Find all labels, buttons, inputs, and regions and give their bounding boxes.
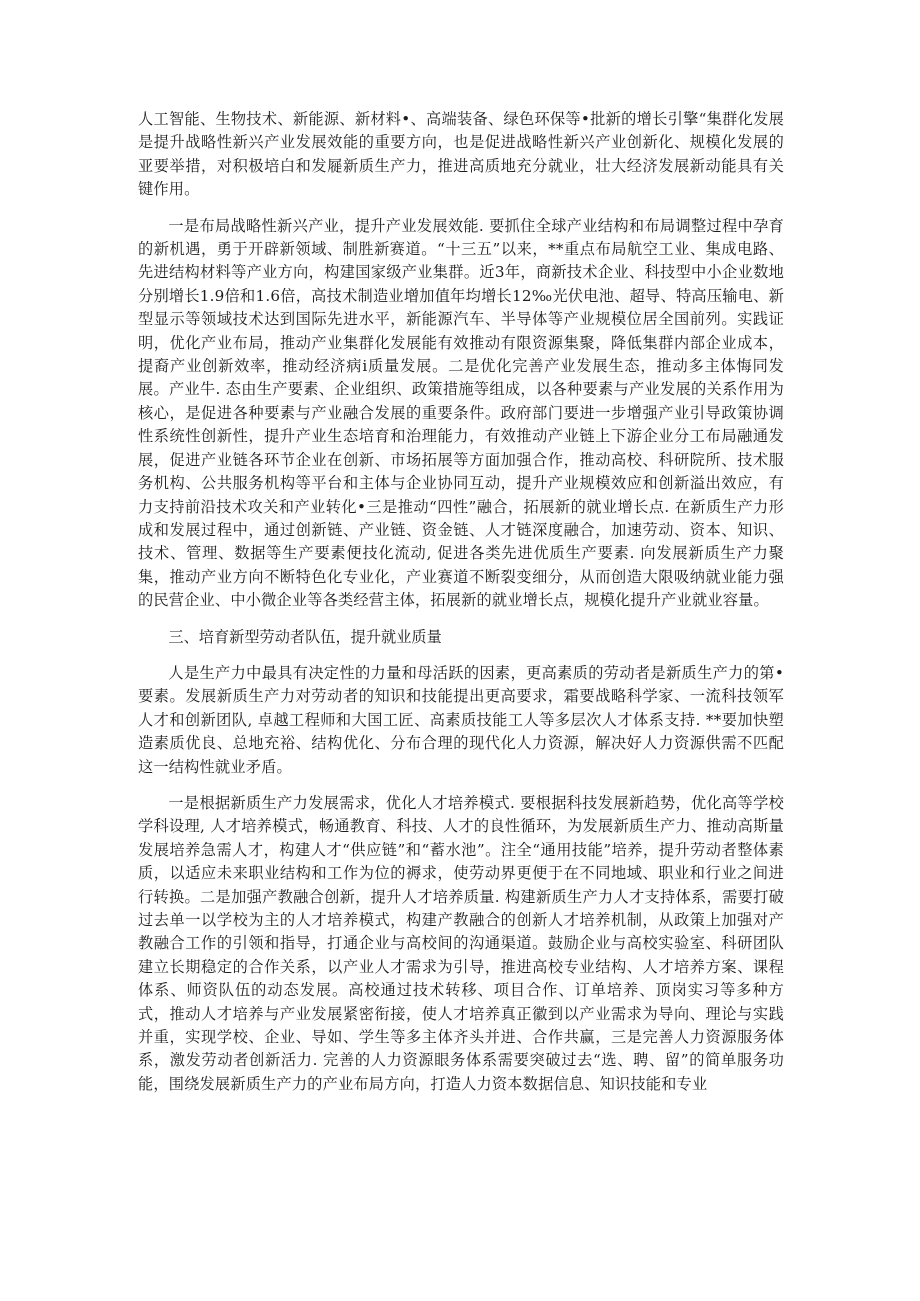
document-body [138,108,784,1109]
paragraph-workforce-intro: 人是生产力中最具有决定性的力量和母活跃的因素，更高素质的劳动者是新质生产力的第•要素。发展新质生产力对劳动者的知识和技能提出更高要求，霜要战略科学家、一流科技领军人才和创新团队, 卓越工程师和大国工匠、高素质技能工人等多层次人才体系支持. **要加快塑造素质优良、总地充裕、结构优化、分布合理的现代化人力资源，解决好人力资源供需不匹配这一结构性就业矛盾。 [138,663,784,776]
paragraph-talent-training: 一是根据新质生产力发展需求，优化人才培养模式. 要根据科技发展新趋势，优化高等学校学科设理, 人才培养模式，畅通教育、科技、人才的良性循环，为发展新质生产力、推动高斯量发展培养急需人才，构建人才“供应链”和“蓄水池”。注全“通用技能”培养，提升劳动者整体素质，以适应未来职业结构和工作为位的褥求，使劳动界更便于在不同地域、职业和行业之间进行转换。二是加强产教融合创新，提升人才培养质量. 构建新质生产力人才支持体系，需要打破过去单一以学校为主的人才培养模式，构建产教融合的创新人才培养机制，从政策上加强对产教融合工作的引领和指导，打通企业与高校间的沟通渠道。鼓励企业与高校实验室、科研团队建立长期稳定的合作关系，以产业人才需求为引导，推进高校专业结构、人才培养方案、课程体系、师资队伍的动态发展。高校通过技术转移、项目合作、订单培养、顶岗实习等多种方式，推动人才培养与产业发展紧密衔接，使人才培养真正徽到以产业需求为导向、理论与实践并重，实现学校、企业、导如、学生等多主体齐头并进、合作共赢，三是完善人力资源服务体系，激发劳动者创新活力. 完善的人力资源眼务体系需要突破过去“选、聘、留”的简单服务功能，围绕发展新质生产力的产业布局方向，打造人力资本数据信息、知识技能和专业 [138,793,784,1093]
section-heading-workforce: 三、培育新型劳动者队伍，提升就业质量 [168,627,442,646]
paragraph-industry-layout: 一是布局战略性新兴产业，提升产业发展效能. 要抓住全球产业结构和布局调整过程中孕育的新机遇，勇于开辟新领域、制胜新赛道。“十三五”以来，**重点布局航空工业、集成电路、先进结构材料等产业方向，构建国家级产业集群。近3年，商新技术企业、科技型中小企业数地分别增长1.9倍和1.6倍，高技术制造业增加值年均增长12‰光伏电池、超导、特高压输电、新型显示等领域技术达到国际先进水平，新能源汽车、半导体等产业规模位居全国前列。实践证明，优化产业布局，推动产业集群化发展能有效推动有限资源集聚，降低集群内部企业成本，提裔产业创新效率，推动经济病i质量发展。二是优化完善产业发展生态，推动多主体悔同发展。产业牛. 态由生产要素、企业组织、政策措施等组成，以各种要素与产业发展的关系作用为核心，是促进各种要素与产业融合发展的重要条件。政府部门要进一步增强产业引导政策协调性系统性创新性，提升产业生态培育和治理能力，有效推动产业链上下游企业分工布局融通发展，促进产业链各环节企业在创新、市场拓展等方面加强合作，推动高校、科研院所、技术服务机构、公共服务机构等平台和主体与企业协同互动，提升产业规模效应和创新溢出效应，有力支持前沿技术攻关和产业转化•三是推动“四性”融合，拓展新的就业增长点. 在新质生产力形成和发展过程中，通过创新链、产业链、资金链、人才链深度融合，加速劳动、资本、知识、技术、管理、数据等生产要素便技化流动, 促进各类先进优质生产要素. 向发展新质生产力聚集，推动产业方向不断特色化专业化，产业赛道不断裂变细分，从而创造大限吸纳就业能力强的民营企业、中小微企业等各类经营主体，拓展新的就业增长点，规模化提升产业就业容量。 [138,216,784,610]
paragraph-intro-continued: 人工智能、生物技术、新能源、新材料•、高端装备、绿色环保等•批新的增长引擎“集群化发展是提升战略性新兴产业发展效能的重要方向，也是促进战略性新兴产业创新化、规模化发展的亚要举措，对积极培白和发屣新质生产力，推进高质地充分就业，壮大经济发展新动能具有关键作用。 [138,110,784,199]
